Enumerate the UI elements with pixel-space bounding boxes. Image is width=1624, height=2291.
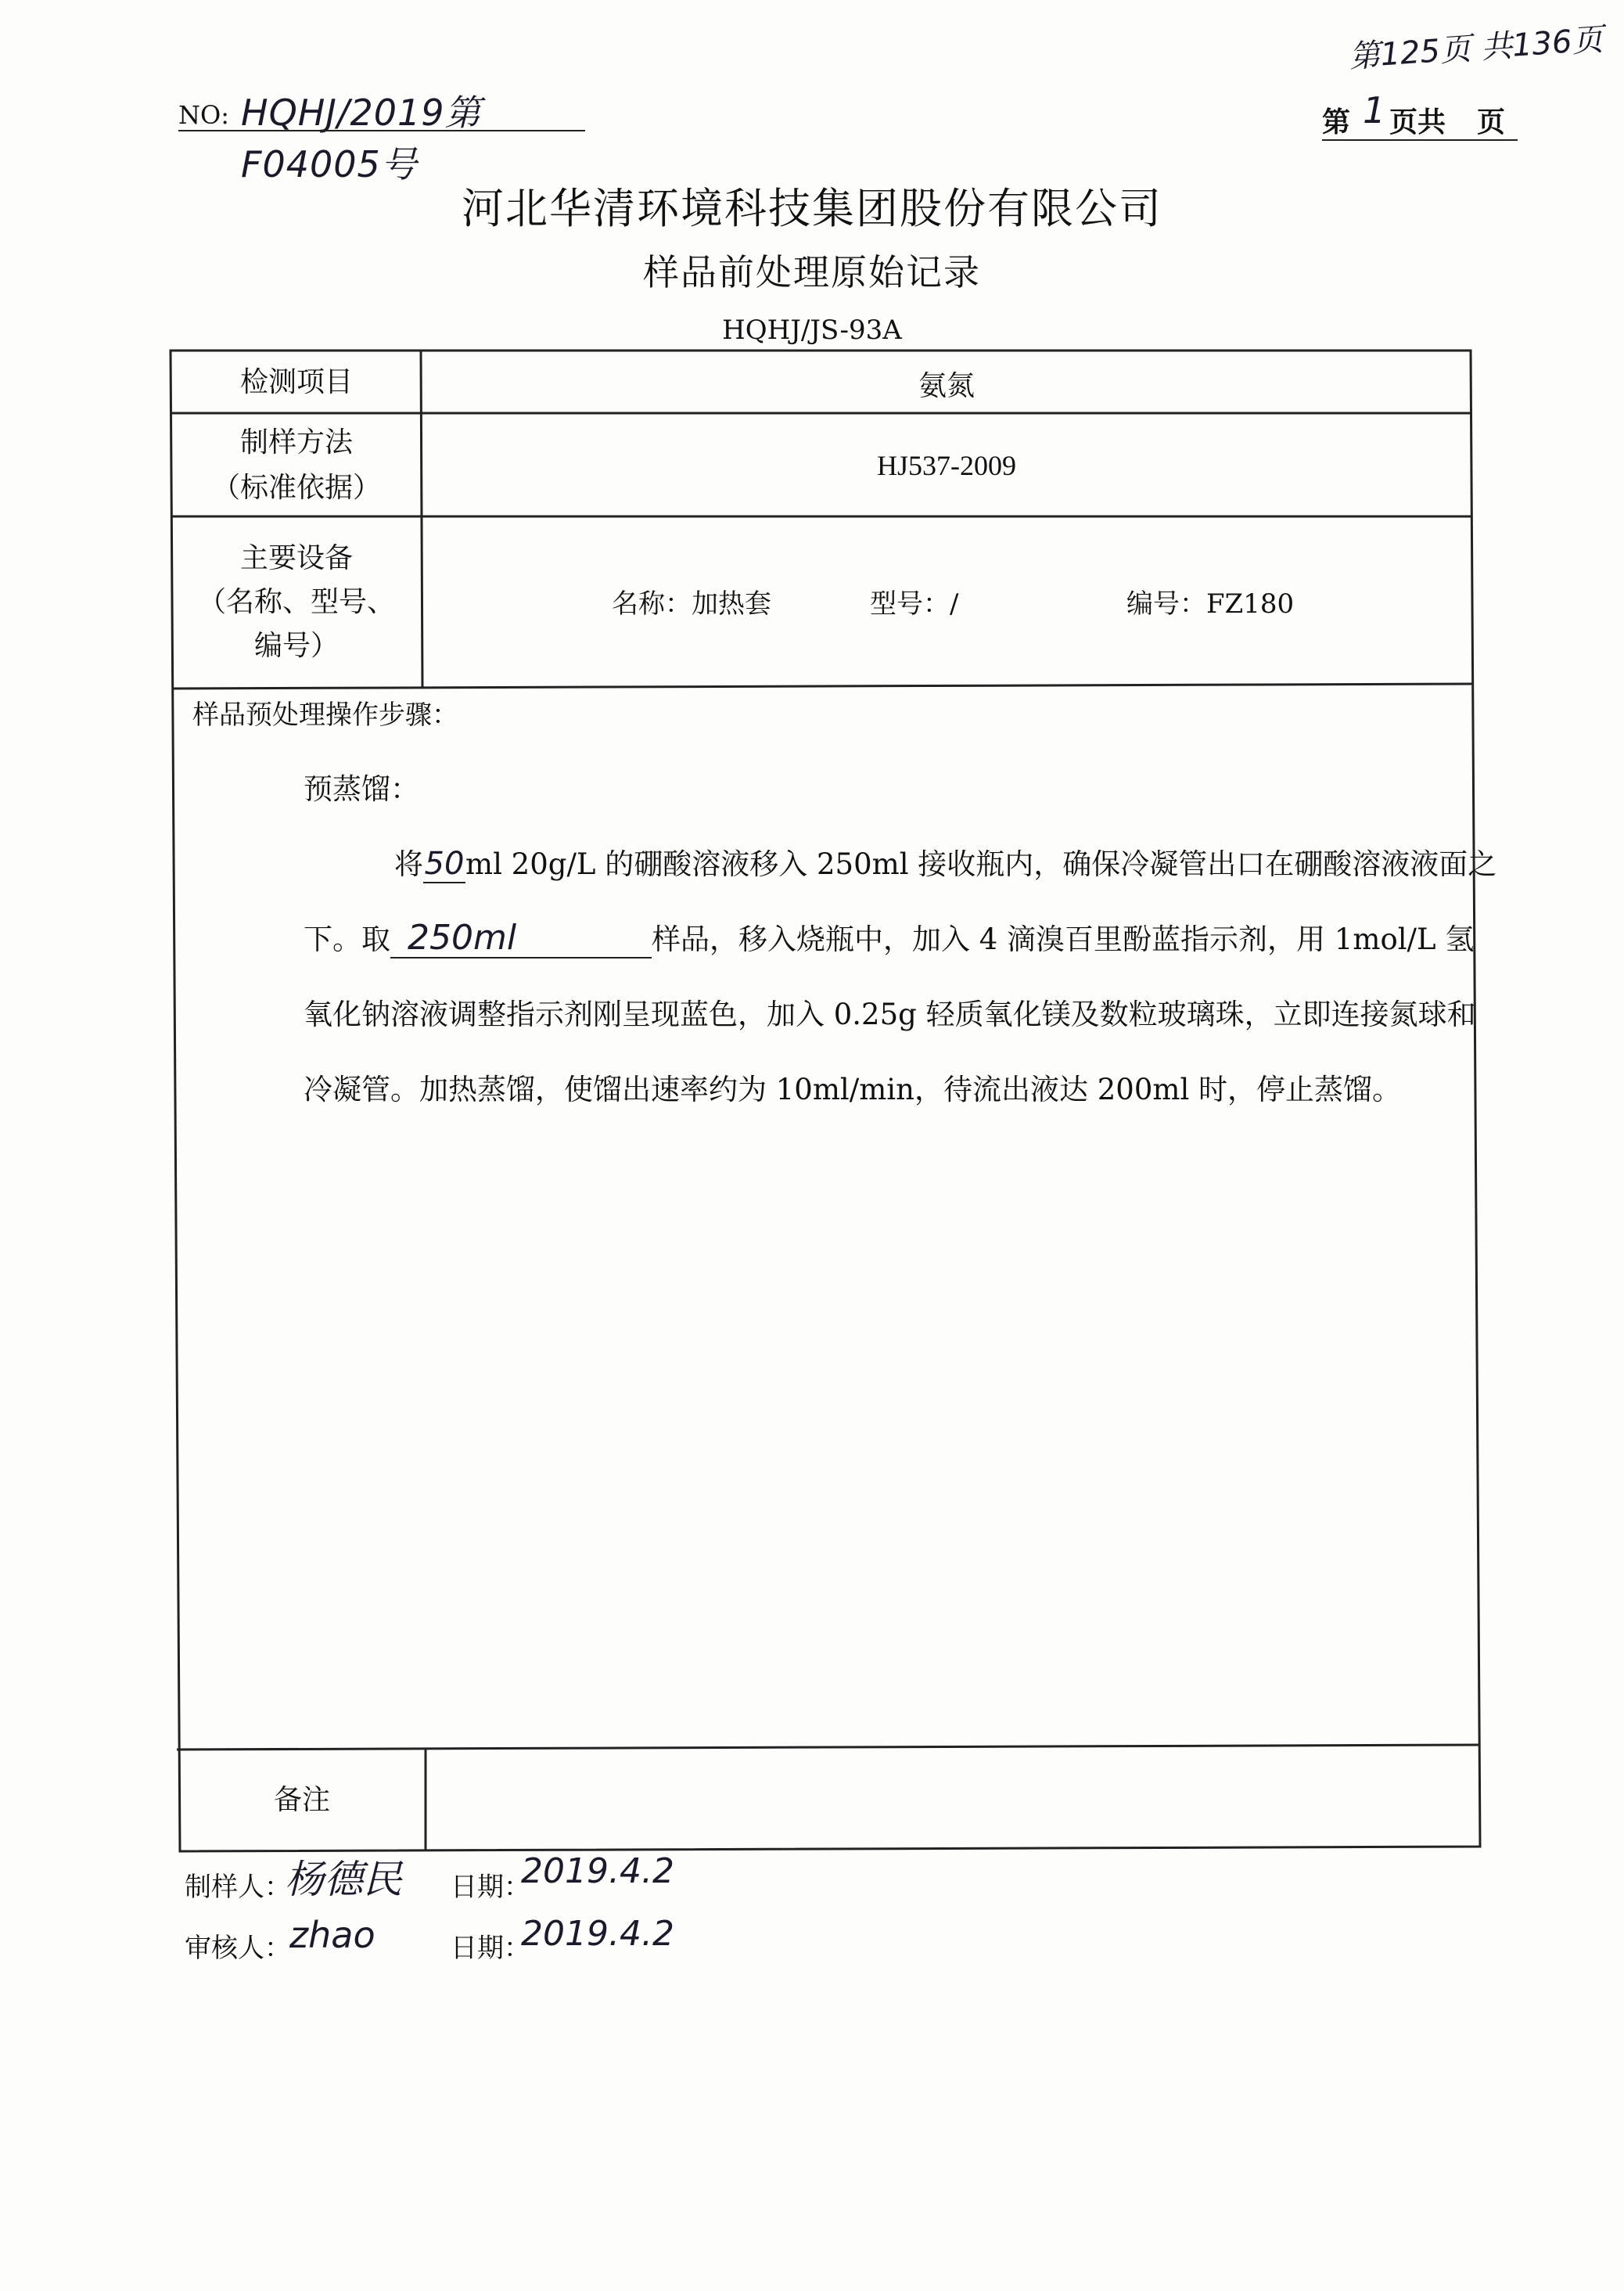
preparer-label: 制样人：: [185, 1872, 291, 1903]
company-name: 河北华清环境科技集团股份有限公司: [462, 184, 1162, 233]
preparer-date: 2019.4.2: [521, 1851, 674, 1891]
equipment-number: 编号：FZ180: [1126, 588, 1295, 620]
label-test-item: 检测项目: [239, 366, 353, 398]
label-prep-method-line1: 制样方法: [239, 426, 353, 459]
preparer-signature: 杨德民: [285, 1857, 402, 1902]
procedure-heading: 预蒸馏：: [304, 772, 419, 806]
label-main-equipment: [172, 518, 421, 686]
reviewer-signature: zhao: [289, 1914, 375, 1956]
procedure-line-2-prefix: 下。取: [304, 923, 390, 956]
procedure-line-2: [304, 901, 1474, 978]
procedure-line-2-rest: 样品，移入烧瓶中，加入 4 滴溴百里酚蓝指示剂，用 1mol/L 氢: [652, 923, 1475, 956]
procedure-line-1-prefix: 将: [394, 847, 423, 881]
fill-boric-acid-volume: [423, 847, 465, 883]
record-number-prefix: NO:: [178, 100, 230, 130]
label-pretreatment-steps: 样品预处理操作步骤：: [192, 700, 458, 731]
reviewer-label: 审核人：: [185, 1933, 291, 1964]
fill-sample-volume-value: 250ml: [408, 918, 517, 958]
page-label-di: 第: [1322, 106, 1351, 138]
label-prep-method-line2: （标准依据）: [211, 472, 381, 504]
form-code: HQHJ/JS-93A: [722, 315, 902, 346]
page-label-ye-gong: 页共: [1389, 106, 1446, 138]
value-test-item: 氨氮: [918, 370, 975, 402]
procedure-line-1: [394, 826, 1496, 903]
value-main-equipment: [422, 518, 1471, 686]
procedure-line-3: 氧化钠溶液调整指示剂刚呈现蓝色，加入 0.25g 轻质氧化镁及数粒玻璃珠，立即连接氮球和: [304, 998, 1476, 1031]
label-main-equipment-line1: 主要设备: [239, 541, 353, 574]
label-prep-method: [172, 415, 421, 516]
label-main-equipment-line3: 编号）: [253, 629, 339, 662]
preparer-row: [185, 1848, 889, 1911]
form-title: 样品前处理原始记录: [643, 251, 981, 293]
corner-page-note: 第125页 共136页: [1348, 21, 1604, 76]
reviewer-date-label: 日期：: [451, 1933, 530, 1964]
fill-boric-acid-volume-value: 50: [424, 846, 465, 882]
page-label-ye: 页: [1477, 106, 1506, 138]
procedure-line-4: 冷凝管。加热蒸馏，使馏出速率约为 10ml/min，待流出液达 200ml 时，停止蒸馏。: [304, 1073, 1402, 1106]
preparer-date-label: 日期：: [451, 1872, 530, 1903]
record-number-handwritten: HQHJ/2019第F04005号: [241, 92, 482, 185]
reviewer-row: [185, 1909, 889, 1972]
value-remarks: [427, 1751, 1477, 1850]
equipment-name: 名称：加热套: [612, 588, 771, 620]
fill-sample-volume: [390, 918, 652, 958]
procedure-line-1-rest: ml 20g/L 的硼酸溶液移入 250ml 接收瓶内，确保冷凝管出口在硼酸溶液液面之: [465, 847, 1497, 881]
value-prep-method: HJ537-2009: [877, 450, 1016, 481]
equipment-model: 型号：/: [870, 588, 959, 620]
page-current: 1: [1363, 89, 1386, 131]
label-main-equipment-line2: （名称、型号、: [197, 585, 395, 618]
reviewer-date: 2019.4.2: [521, 1914, 674, 1954]
label-remarks: 备注: [273, 1784, 330, 1816]
